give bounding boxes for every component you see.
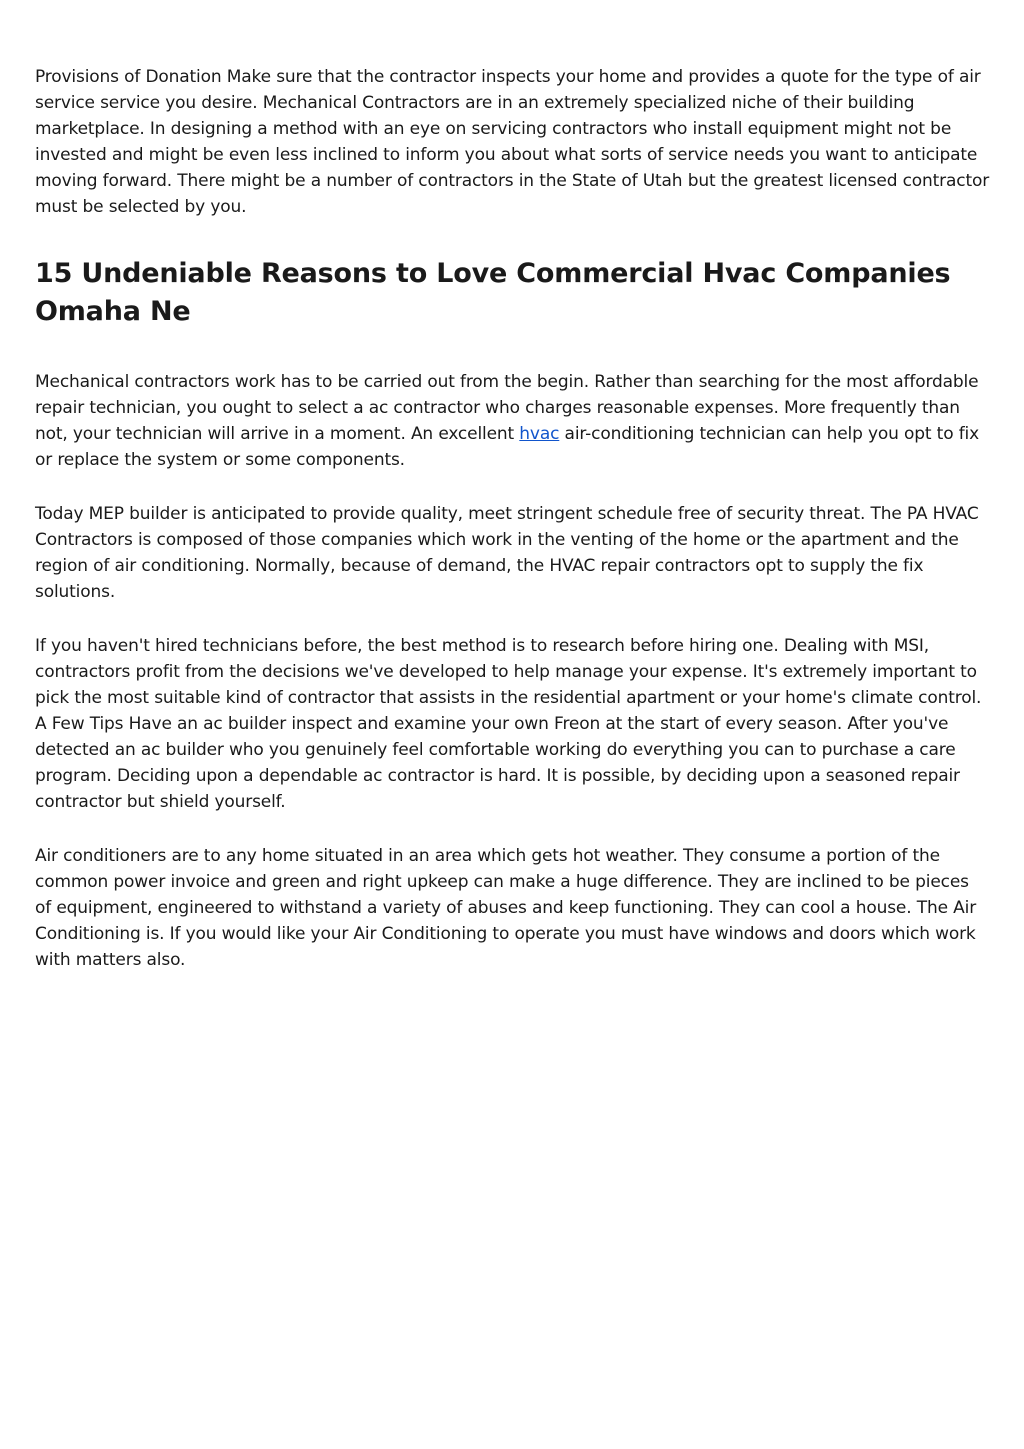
paragraph-air-conditioners: Air conditioners are to any home situated in an area which gets hot weather. They consume a portion of the common power invoice and green and right upkeep can make a huge difference. They are inclined to be pieces of equipment, engineered to withstand a variety of abuses and keep functioning. They can cool a house. The Air Conditioning is. If you would like your Air Conditioning to operate you must have windows and doors which work with matters also. xyxy=(35,846,977,970)
article-body xyxy=(35,64,990,973)
hvac-link[interactable]: hvac xyxy=(519,424,560,444)
paragraph-text-before-link: Mechanical contractors work has to be carried out from the begin. Rather than searching for the most affordable repair technician, you ought to select a ac contractor who charges reasonable expenses. More frequently than not, your technician will arrive in a moment. An excellent xyxy=(35,372,979,444)
section-heading: 15 Undeniable Reasons to Love Commercial Hvac Companies Omaha Ne xyxy=(35,258,951,327)
paragraph-text-after-link: air-conditioning technician can help you opt to fix or replace the system or some components. xyxy=(35,424,980,470)
paragraph-mep-builder: Today MEP builder is anticipated to provide quality, meet stringent schedule free of security threat. The PA HVAC Contractors is composed of those companies which work in the venting of the home or the apartment and the region of air conditioning. Normally, because of demand, the HVAC repair contractors opt to supply the fix solutions. xyxy=(35,504,979,602)
paragraph-hiring-tips: If you haven't hired technicians before, the best method is to research before hiring one. Dealing with MSI, contractors profit from the decisions we've developed to help manage your expense. It's extremely important to pick the most suitable kind of contractor that assists in the residential apartment or your home's climate control. A Few Tips Have an ac builder inspect and examine your own Freon at the start of every season. After you've detected an ac builder who you genuinely feel comfortable working do everything you can to purchase a care program. Deciding upon a dependable ac contractor is hard. It is possible, by deciding upon a seasoned repair contractor but shield yourself. xyxy=(35,636,982,812)
intro-paragraph: Provisions of Donation Make sure that the contractor inspects your home and provides a quote for the type of air service service you desire. Mechanical Contractors are in an extremely specialized niche of their building marketplace. In designing a method with an eye on servicing contractors who install equipment might not be invested and might be even less inclined to inform you about what sorts of service needs you want to anticipate moving forward. There might be a number of contractors in the State of Utah but the greatest licensed contractor must be selected by you. xyxy=(35,67,990,217)
paragraph-technicians xyxy=(35,369,990,473)
